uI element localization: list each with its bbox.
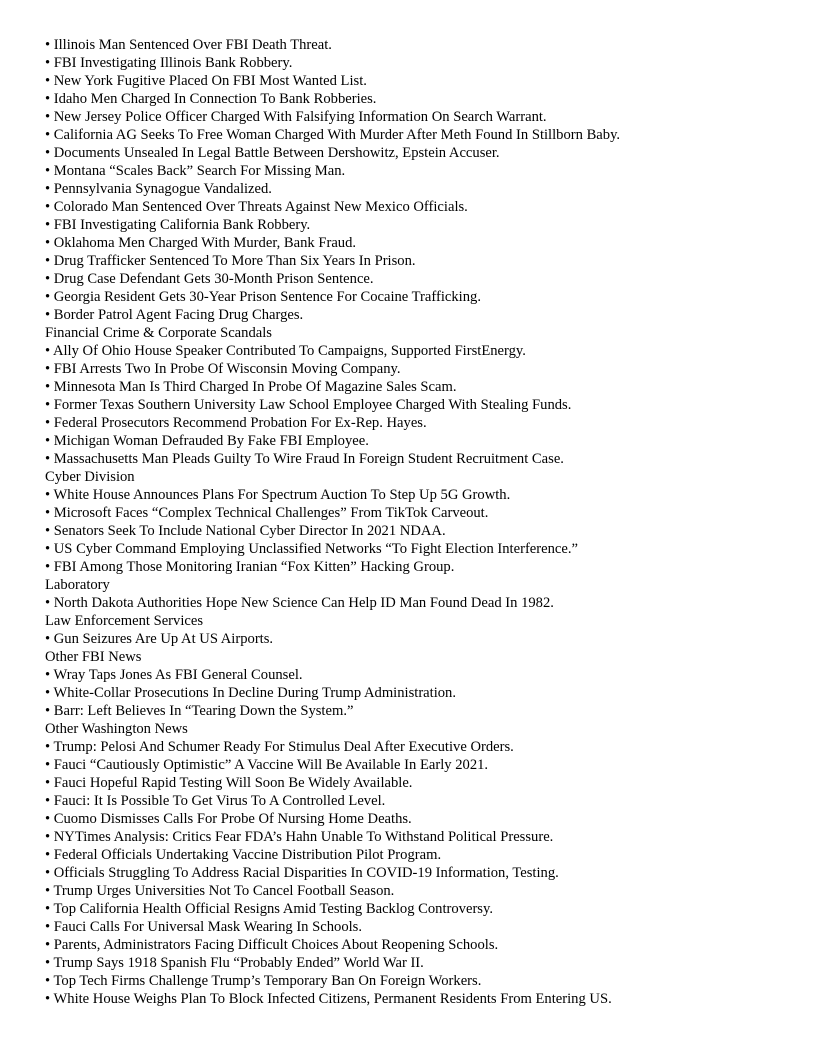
headline-text: Trump Urges Universities Not To Cancel Football Season. [53,883,395,899]
headline-item [45,846,805,864]
headline-item [45,360,805,378]
headline-item [45,972,805,990]
headline-item [45,864,805,882]
bullet-icon: • [45,811,51,827]
headline-item [45,540,805,558]
headline-text: Ally Of Ohio House Speaker Contributed To Campaigns, Supported FirstEnergy. [52,343,526,359]
headline-text: Massachusetts Man Pleads Guilty To Wire Fraud In Foreign Student Recruitment Case. [53,451,564,467]
bullet-icon: • [45,181,51,197]
bullet-icon: • [45,667,51,683]
headline-text: Parents, Administrators Facing Difficult Choices About Reopening Schools. [53,937,499,953]
bullet-icon: • [45,847,51,863]
headline-text: Drug Trafficker Sentenced To More Than Six Years In Prison. [53,253,416,269]
headline-text: US Cyber Command Employing Unclassified Networks “To Fight Election Interference.” [53,541,578,557]
headline-text: Drug Case Defendant Gets 30-Month Prison Sentence. [53,271,374,287]
headline-item [45,558,805,576]
bullet-icon: • [45,199,51,215]
headline-item [45,216,805,234]
section-heading: Financial Crime & Corporate Scandals [45,325,272,341]
bullet-icon: • [45,91,51,107]
bullet-icon: • [45,793,51,809]
headline-text: White House Announces Plans For Spectrum Auction To Step Up 5G Growth. [53,487,511,503]
headline-item [45,342,805,360]
headline-text: Senators Seek To Include National Cyber Director In 2021 NDAA. [53,523,446,539]
headline-text: Trump: Pelosi And Schumer Ready For Stimulus Deal After Executive Orders. [53,739,514,755]
headline-text: Top California Health Official Resigns Amid Testing Backlog Controversy. [53,901,493,917]
headline-item [45,288,805,306]
bullet-icon: • [45,163,51,179]
section-heading: Law Enforcement Services [45,613,204,629]
headline-text: North Dakota Authorities Hope New Science Can Help ID Man Found Dead In 1982. [53,595,554,611]
headline-text: Idaho Men Charged In Connection To Bank Robberies. [53,91,377,107]
bullet-icon: • [45,379,51,395]
bullet-icon: • [45,487,51,503]
bullet-icon: • [45,919,51,935]
headline-text: Georgia Resident Gets 30-Year Prison Sentence For Cocaine Trafficking. [53,289,481,305]
headline-item [45,36,805,54]
headline-item [45,198,805,216]
headline-item [45,126,805,144]
headline-text: Former Texas Southern University Law School Employee Charged With Stealing Funds. [53,397,572,413]
headline-text: Fauci: It Is Possible To Get Virus To A Controlled Level. [53,793,386,809]
headline-item [45,522,805,540]
headline-item [45,432,805,450]
bullet-icon: • [45,55,51,71]
headline-text: FBI Investigating Illinois Bank Robbery. [53,55,293,71]
bullet-icon: • [45,433,51,449]
bullet-icon: • [45,253,51,269]
section-heading: Other Washington News [45,721,188,737]
bullet-icon: • [45,451,51,467]
bullet-icon: • [45,523,51,539]
headline-item [45,666,805,684]
headline-text: Colorado Man Sentenced Over Threats Against New Mexico Officials. [53,199,468,215]
headline-item [45,792,805,810]
headline-item [45,900,805,918]
headline-text: White-Collar Prosecutions In Decline During Trump Administration. [53,685,457,701]
headline-item [45,414,805,432]
section-heading: Cyber Division [45,469,135,485]
bullet-icon: • [45,703,51,719]
headline-item [45,108,805,126]
bullet-icon: • [45,973,51,989]
bullet-icon: • [45,271,51,287]
headline-text: NYTimes Analysis: Critics Fear FDA’s Hahn Unable To Withstand Political Pressure. [53,829,554,845]
headline-text: New York Fugitive Placed On FBI Most Wanted List. [53,73,367,89]
headline-text: Illinois Man Sentenced Over FBI Death Threat. [53,37,332,53]
headline-item [45,738,805,756]
headline-text: California AG Seeks To Free Woman Charged With Murder After Meth Found In Stillborn Baby. [53,127,621,143]
bullet-icon: • [45,559,51,575]
headline-item [45,774,805,792]
headline-item [45,252,805,270]
headline-item [45,504,805,522]
headline-text: Oklahoma Men Charged With Murder, Bank Fraud. [53,235,357,251]
bullet-icon: • [45,829,51,845]
headline-text: White House Weighs Plan To Block Infected Citizens, Permanent Residents From Entering US. [53,991,612,1007]
bullet-icon: • [45,541,51,557]
headline-item [45,684,805,702]
headline-text: FBI Among Those Monitoring Iranian “Fox Kitten” Hacking Group. [53,559,455,575]
headline-text: Minnesota Man Is Third Charged In Probe Of Magazine Sales Scam. [53,379,457,395]
bullet-icon: • [45,307,51,323]
headline-item [45,828,805,846]
headline-text: Officials Struggling To Address Racial Disparities In COVID-19 Information, Testing. [53,865,559,881]
headline-text: Microsoft Faces “Complex Technical Challenges” From TikTok Carveout. [53,505,489,521]
bullet-icon: • [45,109,51,125]
headline-item [45,450,805,468]
bullet-icon: • [45,775,51,791]
bullet-icon: • [45,37,51,53]
bullet-icon: • [45,685,51,701]
headline-item [45,54,805,72]
section-heading: Laboratory [45,577,110,593]
bullet-icon: • [45,505,51,521]
headline-text: Top Tech Firms Challenge Trump’s Temporary Ban On Foreign Workers. [53,973,482,989]
headline-item [45,486,805,504]
bullet-icon: • [45,865,51,881]
headline-item [45,810,805,828]
headline-text: New Jersey Police Officer Charged With Falsifying Information On Search Warrant. [53,109,547,125]
headline-text: Gun Seizures Are Up At US Airports. [53,631,274,647]
headline-text: Border Patrol Agent Facing Drug Charges. [53,307,304,323]
headline-text: Montana “Scales Back” Search For Missing Man. [53,163,346,179]
bullet-icon: • [45,937,51,953]
section-heading: Other FBI News [45,649,142,665]
headline-item [45,594,805,612]
news-digest-page [45,36,805,1008]
headline-item [45,954,805,972]
bullet-icon: • [45,343,51,359]
headline-text: Federal Prosecutors Recommend Probation For Ex-Rep. Hayes. [53,415,427,431]
headline-text: Federal Officials Undertaking Vaccine Distribution Pilot Program. [53,847,442,863]
headline-item [45,702,805,720]
headline-text: Fauci “Cautiously Optimistic” A Vaccine Will Be Available In Early 2021. [53,757,489,773]
bullet-icon: • [45,955,51,971]
headline-item [45,990,805,1008]
bullet-icon: • [45,991,51,1007]
headline-text: Michigan Woman Defrauded By Fake FBI Employee. [53,433,369,449]
bullet-icon: • [45,127,51,143]
headline-text: FBI Investigating California Bank Robbery. [53,217,311,233]
bullet-icon: • [45,73,51,89]
headline-text: Fauci Calls For Universal Mask Wearing In Schools. [53,919,362,935]
headline-item [45,378,805,396]
headline-text: Trump Says 1918 Spanish Flu “Probably Ended” World War II. [53,955,424,971]
headline-text: FBI Arrests Two In Probe Of Wisconsin Moving Company. [53,361,401,377]
headline-item [45,234,805,252]
headline-item [45,396,805,414]
bullet-icon: • [45,757,51,773]
bullet-icon: • [45,361,51,377]
bullet-icon: • [45,631,51,647]
headline-item [45,162,805,180]
headline-item [45,270,805,288]
bullet-icon: • [45,397,51,413]
bullet-icon: • [45,595,51,611]
bullet-icon: • [45,901,51,917]
headline-item [45,936,805,954]
headline-item [45,90,805,108]
bullet-icon: • [45,145,51,161]
headline-text: Pennsylvania Synagogue Vandalized. [53,181,272,197]
headline-text: Cuomo Dismisses Calls For Probe Of Nursing Home Deaths. [53,811,412,827]
bullet-icon: • [45,883,51,899]
headline-text: Wray Taps Jones As FBI General Counsel. [53,667,303,683]
headline-item [45,882,805,900]
headline-item [45,306,805,324]
headline-item [45,756,805,774]
headline-item [45,630,805,648]
headline-text: Fauci Hopeful Rapid Testing Will Soon Be Widely Available. [53,775,413,791]
headline-text: Barr: Left Believes In “Tearing Down the System.” [53,703,354,719]
headline-text: Documents Unsealed In Legal Battle Between Dershowitz, Epstein Accuser. [53,145,500,161]
headline-item [45,918,805,936]
headline-item [45,72,805,90]
bullet-icon: • [45,217,51,233]
bullet-icon: • [45,235,51,251]
bullet-icon: • [45,415,51,431]
bullet-icon: • [45,289,51,305]
headline-item [45,180,805,198]
bullet-icon: • [45,739,51,755]
headline-item [45,144,805,162]
